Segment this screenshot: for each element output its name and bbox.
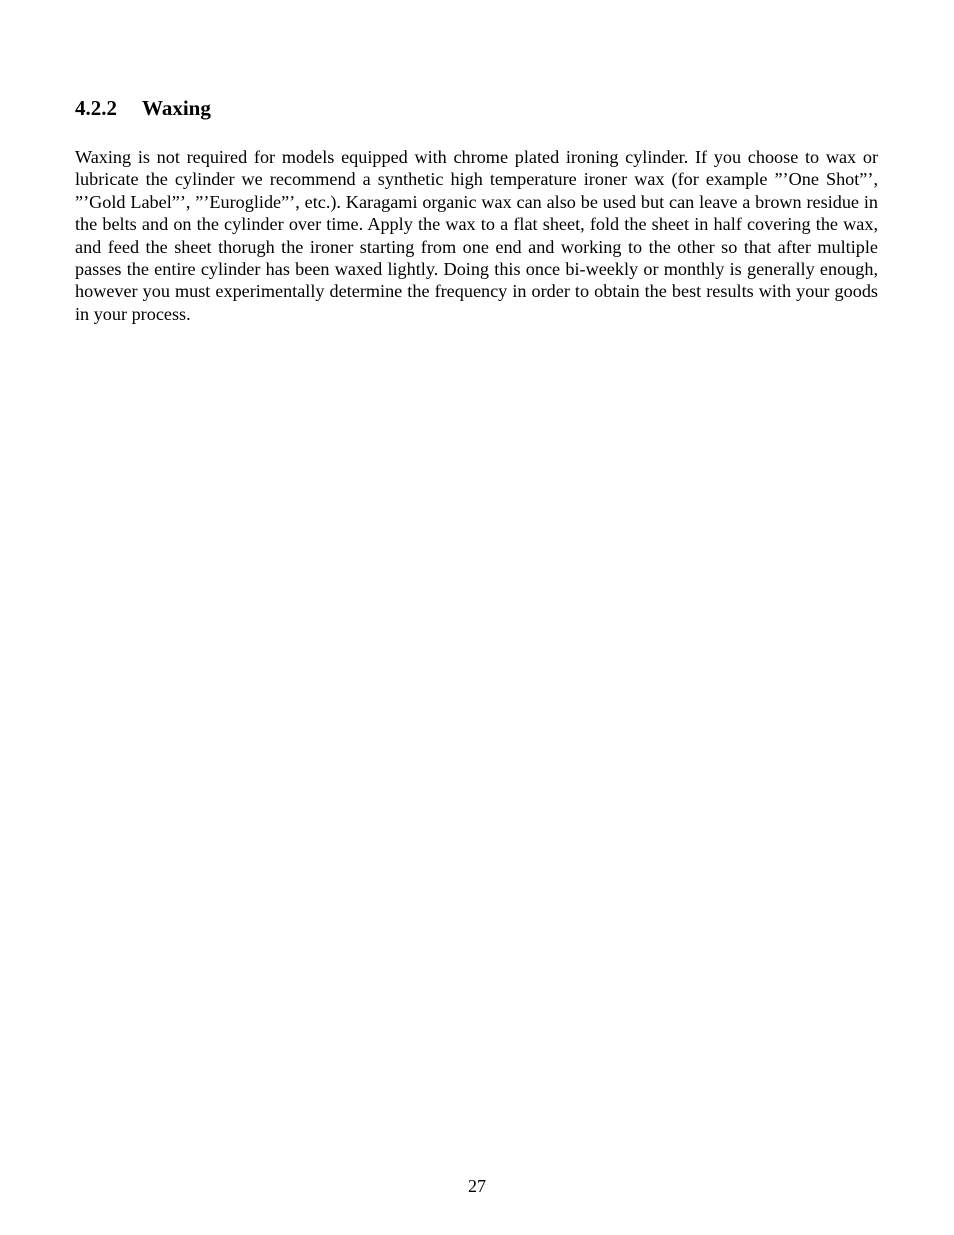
section-number: 4.2.2 [75, 96, 117, 120]
body-paragraph: Waxing is not required for models equipped with chrome plated ironing cylinder. If you choose to wax or lubricate the cylinder we recommend a synthetic high temperature ironer wax (for example ”’One Shot”’, ”’Gold Label”’, ”’Euroglide”’, etc.). Karagami organic wax can also be used but can leave a brown residue in the belts and on the cylinder over time. Apply the wax to a flat sheet, fold the sheet in half covering the wax, and feed the sheet thorugh the ironer starting from one end and working to the other so that after multiple passes the entire cylinder has been waxed lightly. Doing this once bi-weekly or monthly is generally enough, however you must experimentally determine the frequency in order to obtain the best results with your goods in your process. [75, 147, 878, 324]
section-title: Waxing [142, 96, 211, 120]
section-heading [75, 94, 211, 122]
page-number: 27 [468, 1176, 486, 1196]
